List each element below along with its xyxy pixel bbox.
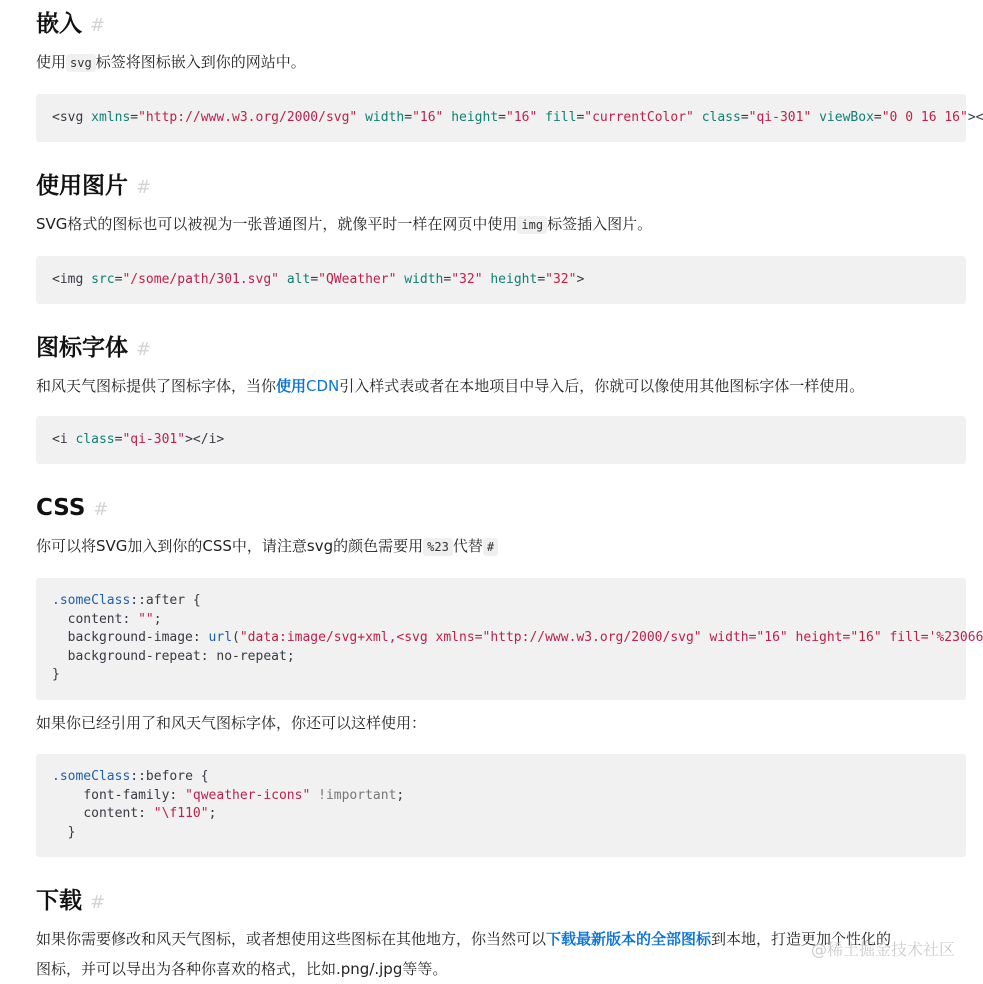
inline-code: svg — [66, 54, 96, 72]
section-title-css: CSS # — [36, 495, 109, 521]
code-block-css-2: .someClass::before { font-family: "qweather-icons" !important; content: "\f110"; } — [36, 754, 966, 857]
font-description: 和风天气图标提供了图标字体，当你使用CDN引入样式表或者在本地项目中导入后，你就可以像使用其他图标字体一样使用。 — [36, 377, 865, 395]
download-link[interactable]: 下载最新版本的全部图标 — [546, 930, 712, 948]
embed-description: 使用 svg 标签将图标嵌入到你的网站中。 — [36, 53, 306, 71]
cdn-link[interactable]: 使用CDN — [276, 377, 340, 395]
code-block-css: .someClass::after { content: ""; background-image: url("data:image/svg+xml,<svg xmlns="http://www.w3.org/2000/svg" width="16" height="16" fill='%23066 background-repeat: no-repeat; } — [36, 578, 966, 700]
section-title-image: 使用图片 # — [36, 173, 152, 199]
code-block-embed: <svg xmlns="http://www.w3.org/2000/svg" width="16" height="16" fill="currentColor" class="qi-301" viewBox="0 0 16 16">< — [36, 94, 966, 142]
inline-code: img — [517, 216, 547, 234]
anchor-link[interactable]: # — [90, 15, 106, 36]
code-block-font: <i class="qi-301"></i> — [36, 416, 966, 464]
section-title-download: 下载 # — [36, 888, 106, 914]
section-title-font: 图标字体 # — [36, 335, 152, 361]
anchor-link[interactable]: # — [136, 177, 152, 198]
css-description: 你可以将SVG加入到你的CSS中，请注意svg的颜色需要用 %23 代替 # — [36, 531, 498, 562]
image-description: SVG格式的图标也可以被视为一张普通图片，就像平时一样在网页中使用 img 标签插入图片。 — [36, 215, 653, 233]
anchor-link[interactable]: # — [90, 892, 106, 913]
code-block-image: <img src="/some/path/301.svg" alt="QWeather" width="32" height="32"> — [36, 256, 966, 304]
inline-code: %23 — [423, 538, 453, 556]
css-description-2: 如果你已经引用了和风天气图标字体，你还可以这样使用： — [36, 714, 427, 732]
inline-code: # — [483, 538, 498, 556]
download-description: 如果你需要修改和风天气图标，或者想使用这些图标在其他地方，你当然可以下载最新版本的全部图标到本地，打造更加个性化的 图标，并可以导出为各种你喜欢的格式，比如.png/.jpg等等。 — [36, 930, 892, 978]
section-title-embed: 嵌入 # — [36, 11, 106, 37]
watermark: @稀土掘金技术社区 — [810, 940, 955, 959]
anchor-link[interactable]: # — [136, 339, 152, 360]
anchor-link[interactable]: # — [93, 499, 109, 520]
